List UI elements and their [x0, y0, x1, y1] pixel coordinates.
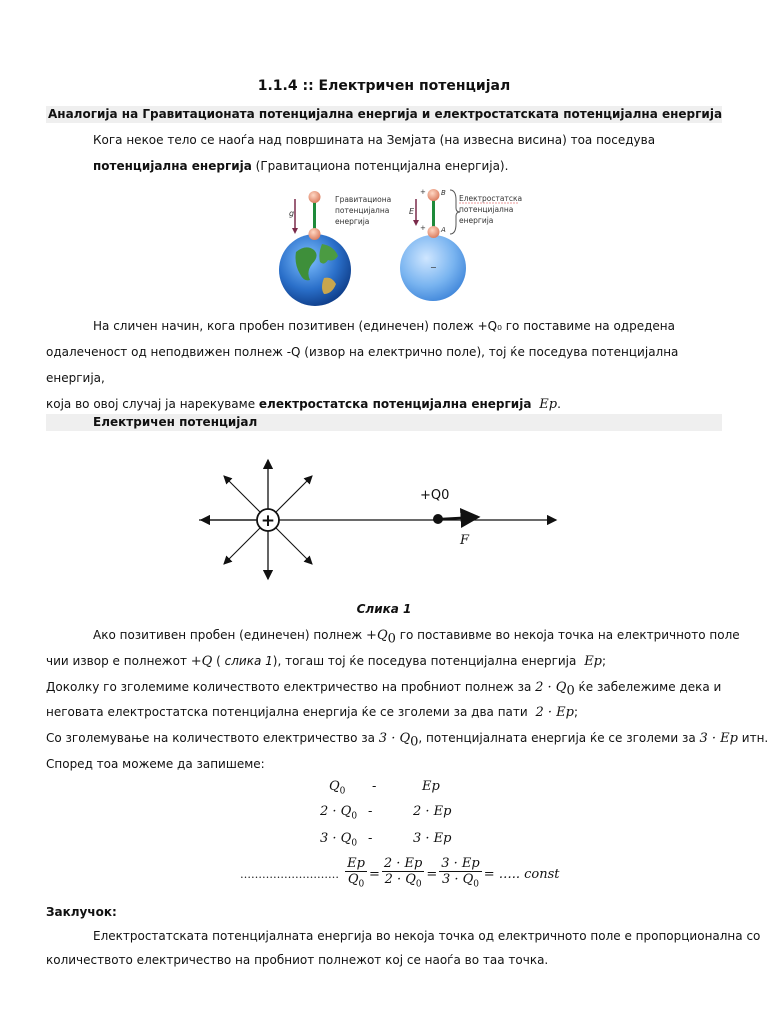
table-dash-3: - [368, 831, 373, 846]
elec-arrow-label: E [409, 207, 415, 216]
table-dash-1: - [372, 779, 377, 794]
table-row-3: $3 \cdot Q_0$ [320, 831, 358, 849]
elec-ball-top [428, 189, 440, 201]
point-b-label: B [441, 189, 446, 197]
elec-ball-bottom [428, 226, 440, 238]
intro-text-2: (Гравитациона потенцијална енергија). [251, 159, 509, 173]
analogy-line-2: одалеченост од неподвижен полнеж -Q (извор на електрично поле), тој ќе поседува потенцијална енергија, [46, 345, 679, 385]
para3-line-2: чии извор е полнежот +Q ( слика 1), тогаш тој ќе поседува потенцијална енергија Ep; [46, 654, 607, 669]
section-heading-band-2 [46, 414, 722, 431]
page-title: 1.1.4 :: Електричен потенцијал [257, 78, 511, 94]
minus-sign: − [430, 263, 437, 272]
force-arrow [442, 517, 478, 519]
para3-line-1: Ако позитивен пробен (единечен) полнеж $+Q_0$ го поставивме во некоја точка на електричното поле [93, 628, 740, 647]
plus-sign-top: + [420, 188, 426, 196]
table-row-2: $2 \cdot Q_0$ [320, 804, 358, 822]
ratio-formula: ……………………… $\frac{Ep}{Q_0}$ = $\frac{2 \cdot Ep}{2 \cdot Q_0}$ = $\frac{3 \cdot Ep}{3 \cdot Q_0}$ = ….. const [240, 856, 560, 890]
elec-label-1: Електростатска [459, 194, 523, 203]
test-charge [433, 514, 443, 524]
table-dash-2: - [368, 804, 373, 819]
conclusion-heading: Заклучок: [46, 905, 117, 919]
earth-globe [279, 234, 351, 306]
elec-label-3: енергија [459, 216, 494, 225]
paragraph-analogy [46, 313, 722, 418]
elec-label-2: потенцијална [459, 205, 514, 214]
field-diagram [196, 455, 564, 585]
intro-text-1: Кога некое тело се наоѓа над површината на Земјата (на извесна висина) тоа поседува [93, 133, 656, 147]
para3-line-5: Со зголемување на количеството електричество за $3 \cdot Q_0$, потенцијалната енергија ќе се зголеми за 3 · Ep итн. [46, 731, 768, 750]
section-heading-potential: Електричен потенцијал [93, 415, 258, 429]
grav-ball-top [309, 191, 321, 203]
force-label: F [460, 533, 470, 548]
para3-line-4: неговата електростатска потенцијална енергија ќе се зголеми за два пати 2 · Ep; [46, 705, 579, 720]
source-charge-sign: + [260, 511, 276, 531]
table-right-1: Ep [422, 779, 440, 794]
test-charge-label: +Q0 [420, 488, 450, 503]
paragraph-intro [46, 127, 722, 179]
analogy-line-3: која во овој случај ја нарекуваме електростатска потенцијална енергија Ep. [46, 397, 561, 412]
grav-ball-bottom [309, 228, 321, 240]
point-a-label: A [441, 226, 446, 234]
para3-line-6: Според тоа можеме да запишеме: [46, 757, 265, 771]
para3-line-3: Доколку го зголемиме количеството електричество на пробниот полнеж за $2 \cdot Q_0$ ќе забележиме дека и [46, 680, 722, 699]
table-right-3: 3 · Ep [413, 831, 452, 846]
plus-sign-bottom: + [420, 224, 426, 232]
conclusion-line-1: Електростатската потенцијалната енергија во некоја точка од електричното поле е пропорционална со [93, 929, 761, 943]
analogy-figure [278, 182, 528, 308]
section-heading-analogy: Аналогија на Гравитационата потенцијална енергија и електростатската потенцијална енергија [48, 107, 723, 121]
intro-text-bold: потенцијална енергија [93, 159, 252, 173]
grav-label-3: енергија [335, 217, 370, 226]
figure-caption: Слика 1 [356, 602, 412, 616]
conclusion-line-2: количеството електричество на пробниот полнежот кој се наоѓа во таа точка. [46, 953, 549, 967]
section-heading-band [46, 106, 722, 123]
analogy-line-1: На сличен начин, кога пробен позитивен (единечен) полеж +Q₀ го поставиме на одредена [93, 319, 675, 333]
grav-label-1: Гравитациона [335, 195, 392, 204]
table-right-2: 2 · Ep [413, 804, 452, 819]
table-row-1: $Q_0$ [329, 779, 346, 797]
grav-label-2: потенцијална [335, 206, 390, 215]
grav-arrow-label: g [289, 209, 295, 218]
